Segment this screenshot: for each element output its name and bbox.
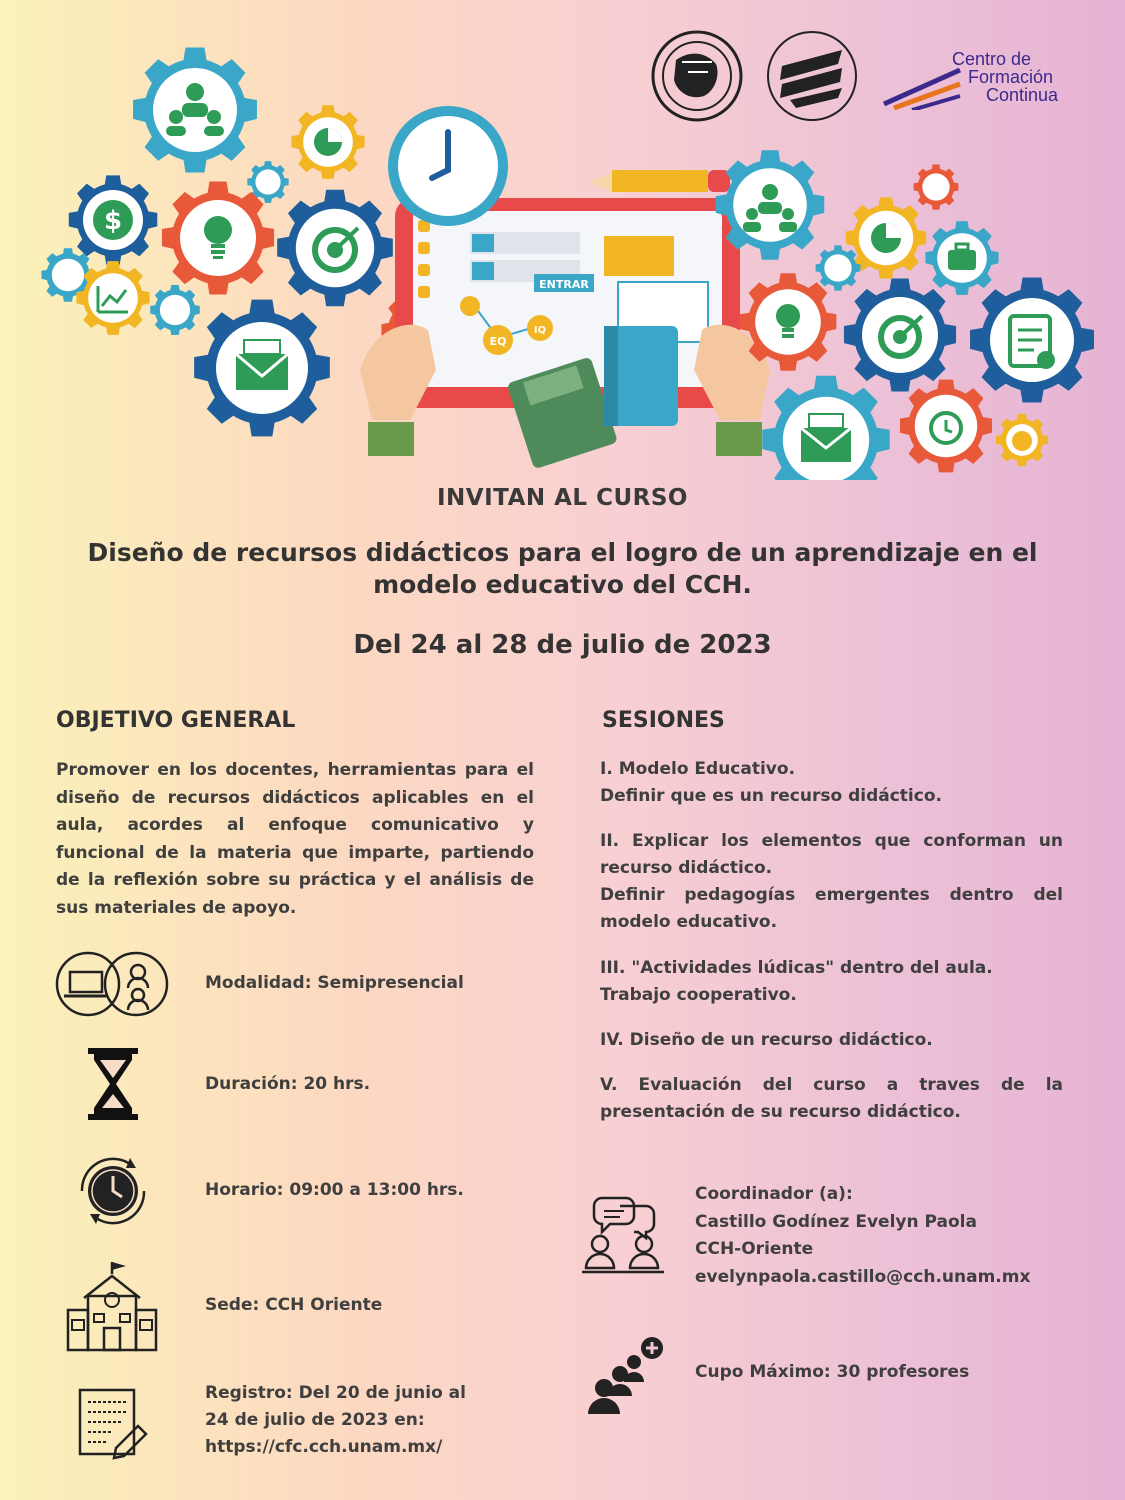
session-1 [600, 756, 1063, 810]
session-2-line2: Definir pedagogías emergentes dentro del modelo educativo. [600, 885, 1063, 932]
cfc-line1: Centro de [952, 49, 1032, 69]
registration-line2: 24 de julio de 2023 en: [205, 1410, 425, 1430]
venue-text: Sede: CCH Oriente [205, 1295, 383, 1315]
coordinator-block [695, 1181, 1030, 1291]
modality-text: Modalidad: Semipresencial [205, 973, 464, 993]
modality-icon [54, 950, 172, 1018]
clock-schedule-icon [70, 1148, 156, 1234]
dollar-icon [93, 200, 133, 240]
svg-text:ENTRAR: ENTRAR [539, 278, 589, 291]
registration-url[interactable]: https://cfc.cch.unam.mx/ [205, 1437, 443, 1457]
coordinator-label: Coordinador (a): [695, 1184, 853, 1204]
session-4 [600, 1027, 1063, 1054]
session-3 [600, 955, 1063, 1009]
coordinator-name: Castillo Godínez Evelyn Paola [695, 1211, 977, 1232]
pie-chart-icon [314, 128, 342, 156]
invite-heading: INVITAN AL CURSO [437, 485, 688, 511]
coordinator-email[interactable]: evelynpaola.castillo@cch.unam.mx [695, 1266, 1031, 1287]
coordinator-icon [580, 1194, 666, 1276]
schedule-text: Horario: 09:00 a 13:00 hrs. [205, 1180, 464, 1200]
cfc-logo-lines [882, 60, 962, 110]
svg-text:$: $ [103, 206, 123, 236]
unam-seal [653, 32, 741, 120]
pencil-icon [590, 170, 730, 192]
cfc-logo [882, 46, 1092, 116]
hourglass-icon [88, 1048, 138, 1120]
mail-icon-right [801, 414, 851, 462]
svg-text:IQ: IQ [533, 325, 547, 336]
objective-body: Promover en los docentes, herramientas para el diseño de recursos didácticos aplicables en el aula, acordes al enfoque comunicativo y funcional de la materia que imparte, partiendo de la reflexión sobre su práctica y el análisis de sus materiales de apoyo. [56, 760, 534, 918]
session-4-line1: IV. Diseño de un recurso didáctico. [600, 1030, 933, 1050]
capacity-text: Cupo Máximo: 30 profesores [695, 1362, 970, 1382]
course-title: Diseño de recursos didácticos para el logro de un aprendizaje en el modelo educativo del CCH. [87, 538, 1038, 599]
session-2 [600, 828, 1063, 936]
session-1-line1: I. Modelo Educativo. [600, 759, 796, 779]
school-icon [64, 1258, 160, 1354]
group-add-icon [584, 1334, 666, 1418]
cch-logo [768, 32, 856, 120]
coordinator-campus: CCH-Oriente [695, 1239, 814, 1259]
cfc-line3: Continua [986, 85, 1059, 105]
cfc-line2: Formación [968, 67, 1054, 87]
session-3-line1: III. "Actividades lúdicas" dentro del aula. [600, 958, 993, 978]
sessions-heading: SESIONES [602, 708, 725, 733]
registration-icon [76, 1388, 152, 1462]
session-5-line1: V. Evaluación del curso a traves de la presentación de su recurso didáctico. [600, 1075, 1063, 1122]
registration-block [205, 1380, 466, 1461]
objective-heading: OBJETIVO GENERAL [56, 708, 296, 733]
duration-text: Duración: 20 hrs. [205, 1074, 371, 1094]
session-2-line1: II. Explicar los elementos que conforman un recurso didáctico. [600, 831, 1063, 878]
svg-text:EQ: EQ [489, 335, 507, 348]
course-dates: Del 24 al 28 de julio de 2023 [353, 630, 772, 660]
session-1-line2: Definir que es un recurso didáctico. [600, 786, 942, 806]
session-5 [600, 1072, 1063, 1126]
clock-icon [388, 106, 508, 226]
registration-line1: Registro: Del 20 de junio al [205, 1383, 466, 1403]
mail-icon-left [236, 340, 288, 390]
session-3-line2: Trabajo cooperativo. [600, 985, 797, 1005]
book-icon [604, 326, 678, 426]
